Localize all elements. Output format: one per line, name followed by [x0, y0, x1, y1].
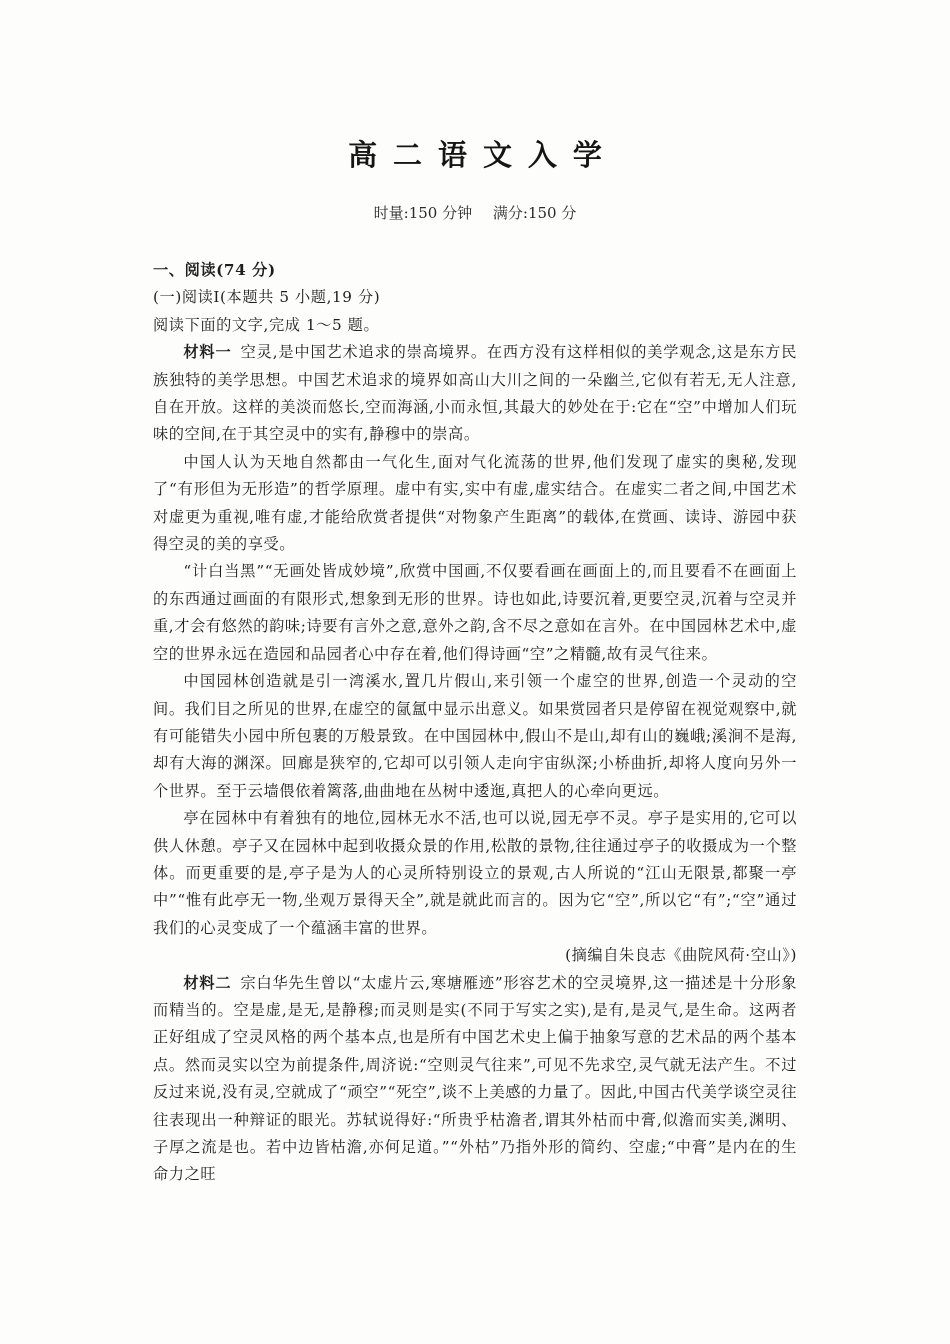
material2-text-1: 宗白华先生曾以“太虚片云,寒塘雁迹”形容艺术的空灵境界,这一描述是十分形象而精当的。空是虚,是无,是静穆;而灵则是实(不同于写实之实),是有,是灵气,是生命。这两者正好组成了空灵风格的两个基本点,也是所有中国艺术史上偏于抽象写意的艺术品的两个基本点。然而灵实以空为前提条件,周济说:“空则灵气往来”,可见不先求空,灵气就无法产生。不过反过来说,没有灵,空就成了“顽空”“死空”,谈不上美感的力量了。因此,中国古代美学谈空灵往往表现出一种辩证的眼光。苏轼说得好:“所贵乎枯澹者,谓其外枯而中膏,似澹而实美,渊明、子厚之流是也。若中边皆枯澹,亦何足道。”“外枯”乃指外形的简约、空虚;“中膏”是内在的生命力之旺 — [153, 973, 797, 1184]
material1-paragraph-4: 中国园林创造就是引一湾溪水,置几片假山,来引领一个虚空的世界,创造一个灵动的空间。我们目之所见的世界,在虚空的氤氲中显示出意义。如果赏园者只是停留在视觉观察中,就有可能错失小园中所包裹的万般景致。在中国园林中,假山不是山,却有山的巍峨;溪涧不是海,却有大海的渊深。回廊是狭窄的,它却可以引领人走向宇宙纵深;小桥曲折,却将人度向另外一个世界。至于云墙偎依着篱落,曲曲地在丛树中逶迤,真把人的心牵向更远。 — [153, 672, 797, 800]
exam-score: 满分:150 分 — [492, 204, 577, 222]
sub-heading: (一)阅读Ⅰ(本题共 5 小题,19 分) — [153, 288, 381, 307]
exam-meta — [0, 202, 950, 223]
page-title: 高二语文入学 — [348, 138, 618, 172]
material2-paragraph-1 — [153, 970, 797, 1189]
material1-paragraph-5: 亭在园林中有着独有的地位,园林无水不活,也可以说,园无亭不灵。亭子是实用的,它可以供人休憩。亭子又在园林中起到收摄众景的作用,松散的景物,往往通过亭子的收摄成为一个整体。而更重要的是,亭子是为人的心灵所特别设立的景观,古人所说的“江山无限景,都聚一亭中”“惟有此亭无一物,坐观万景得天全”,就是就此而言的。因为它“空”,所以它“有”;“空”通过我们的心灵变成了一个蕴涵丰富的世界。 — [153, 809, 797, 937]
reading-content — [153, 257, 797, 1189]
material1-text-1: 空灵,是中国艺术追求的崇高境界。在西方没有这样相似的美学观念,这是东方民族独特的美学思想。中国艺术追求的境界如高山大川之间的一朵幽兰,它似有若无,无人注意,自在开放。这样的美淡而悠长,空而海涵,小而永恒,其最大的妙处在于:它在“空”中增加人们玩味的空间,在于其空灵中的实有,静穆中的崇高。 — [153, 343, 797, 444]
exam-time: 时量:150 分钟 — [373, 204, 473, 222]
material1-paragraph-2: 中国人认为天地自然都由一气化生,面对气化流荡的世界,他们发现了虚实的奥秘,发现了“有形但为无形造”的哲学原理。虚中有实,实中有虚,虚实结合。在虚实二者之间,中国艺术对虚更为重视,唯有虚,才能给欣赏者提供“对物象产生距离”的载体,在赏画、读诗、游园中获得空灵的美的享受。 — [153, 452, 797, 554]
material1-paragraph-3: “计白当黑”“无画处皆成妙境”,欣赏中国画,不仅要看画在画面上的,而且要看不在画面上的东西通过画面的有限形式,想象到无形的世界。诗也如此,诗要沉着,更要空灵,沉着与空灵并重,才会有悠然的韵味;诗要有言外之意,意外之韵,含不尽之意如在言外。在中国园林艺术中,虚空的世界永远在造园和品园者心中存在着,他们得诗画“空”之精髓,故有灵气往来。 — [153, 562, 797, 663]
material1-source: (摘编自朱良志《曲院风荷·空山》) — [565, 946, 797, 965]
instruction: 阅读下面的文字,完成 1～5 题。 — [153, 315, 380, 334]
material1-label: 材料一 — [183, 343, 232, 362]
material2-label: 材料二 — [183, 973, 232, 992]
material1-paragraph-1 — [153, 339, 797, 449]
section-heading: 一、阅读(74 分) — [153, 261, 276, 279]
